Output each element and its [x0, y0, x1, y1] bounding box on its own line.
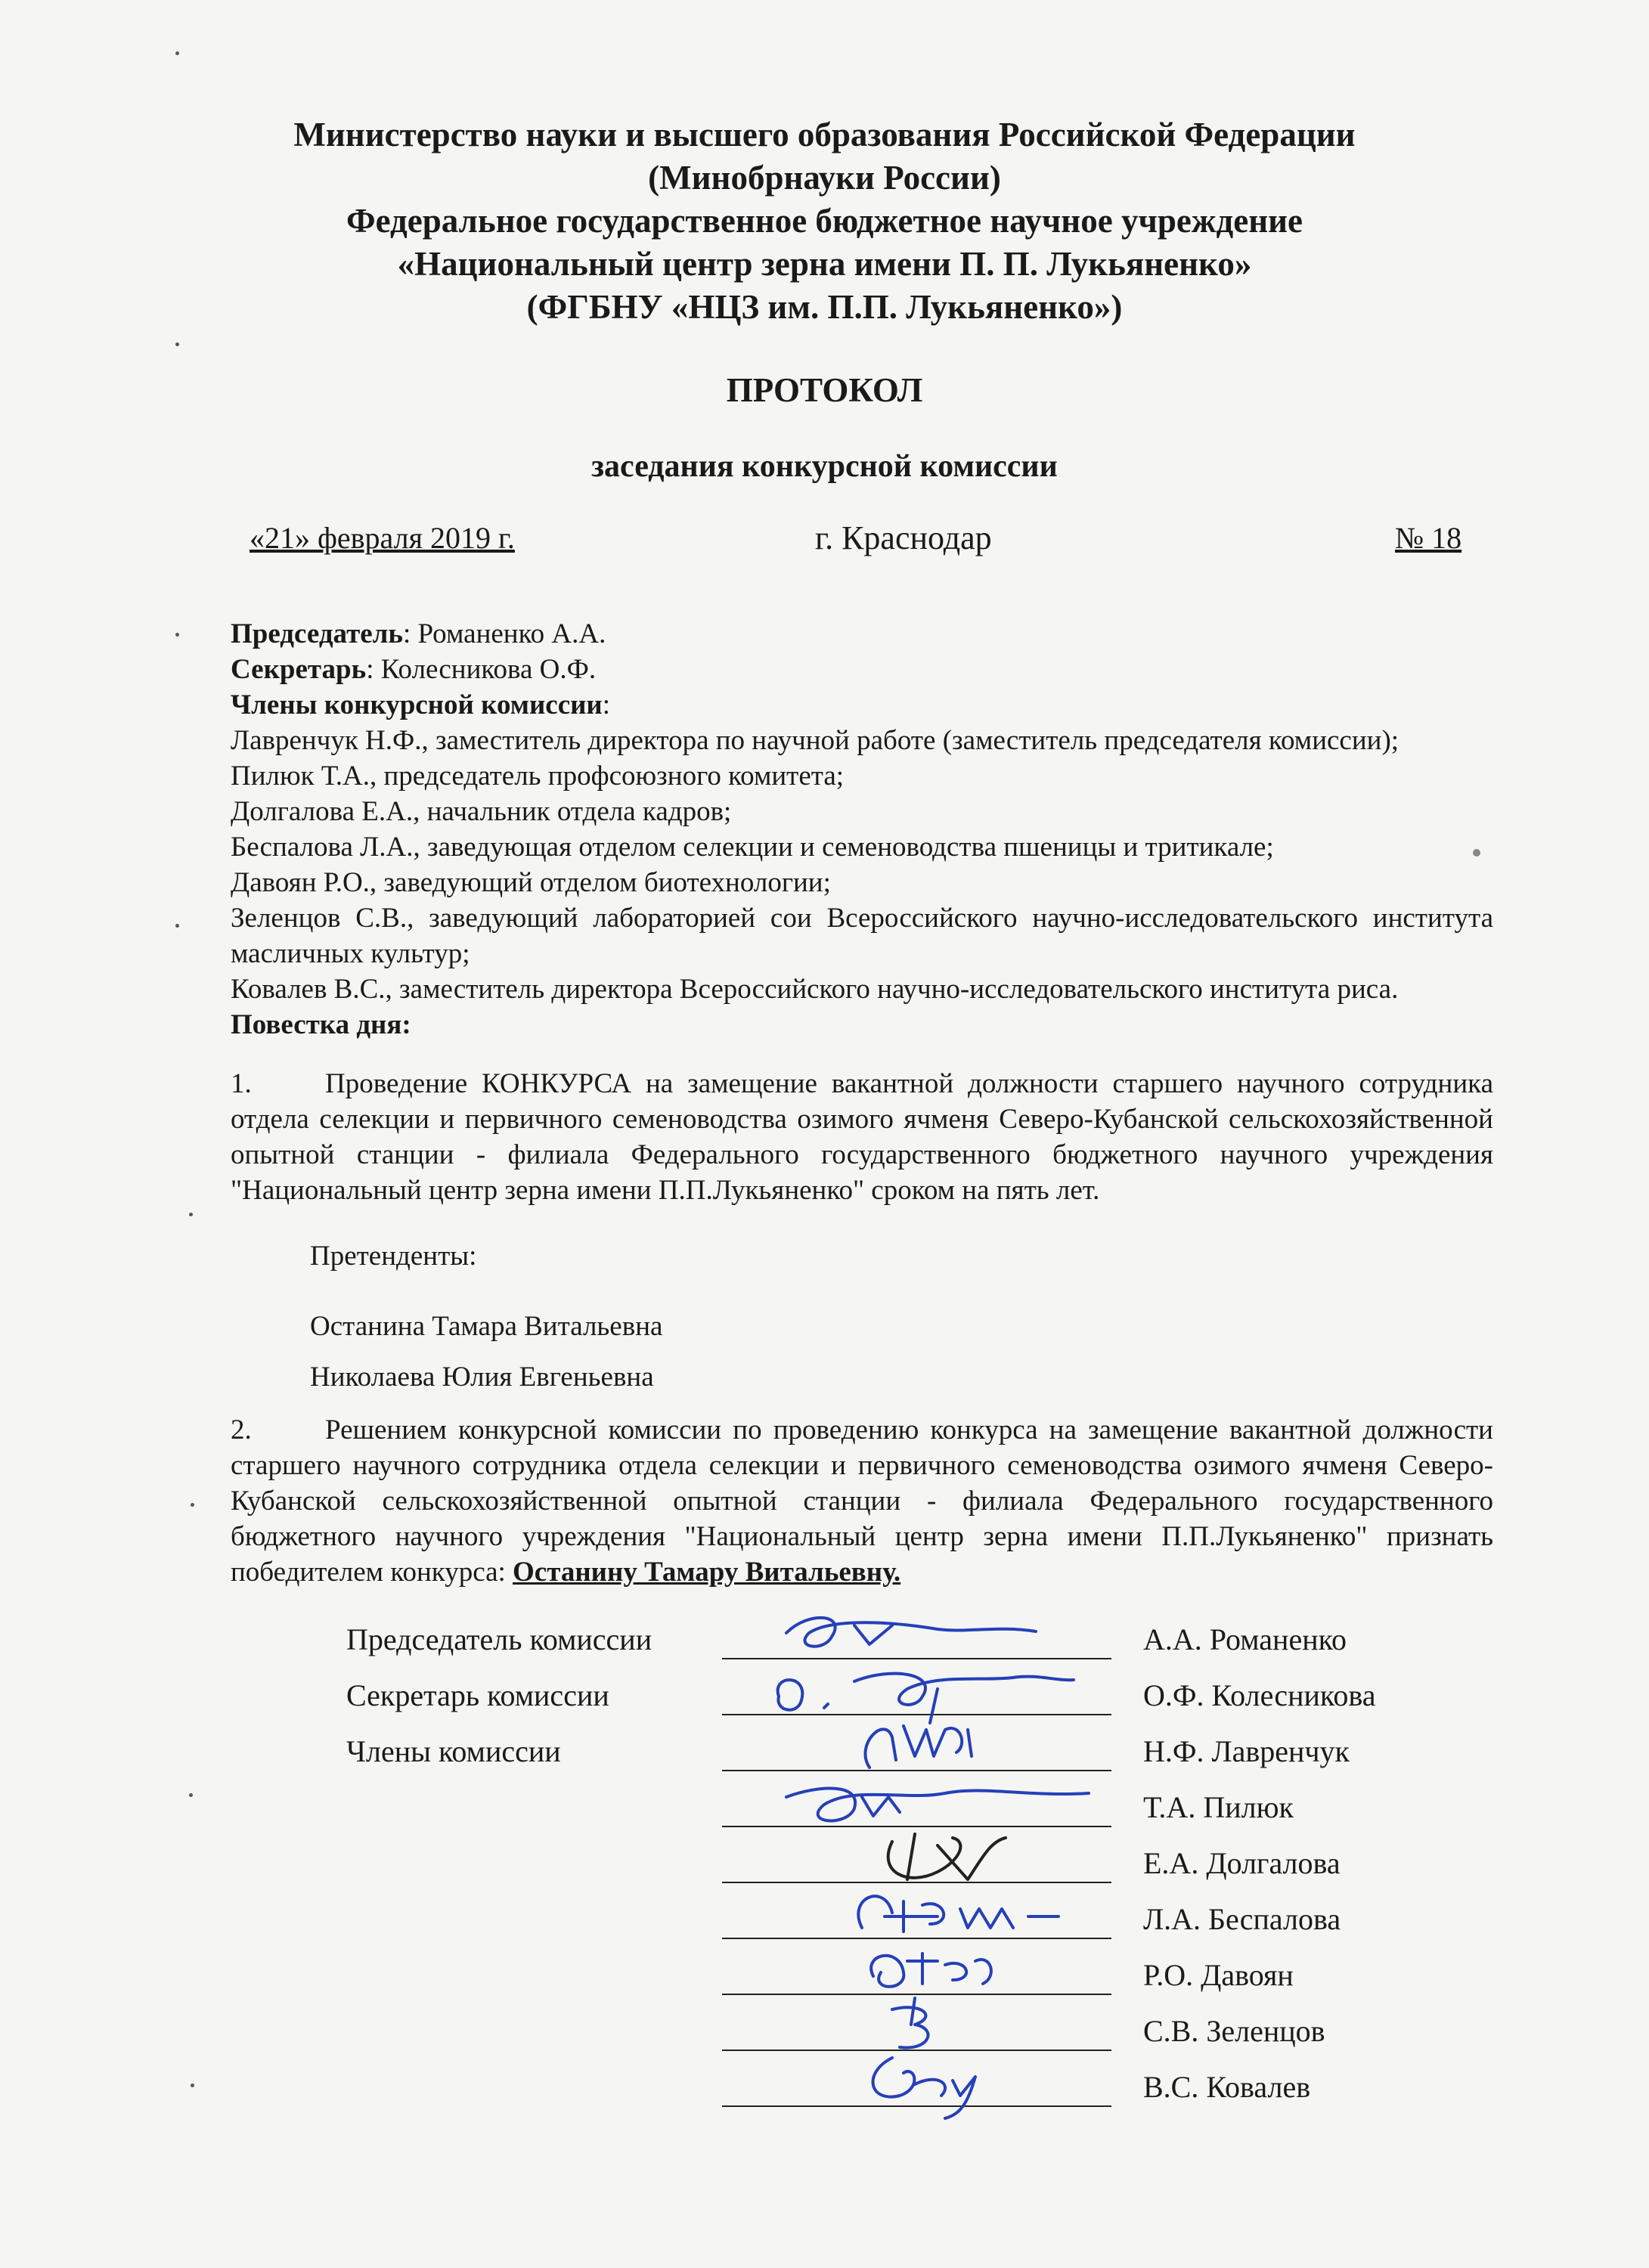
protocol-number: № 18 — [1395, 521, 1462, 555]
secretary-line — [231, 652, 1493, 687]
signatory-name: С.В. Зеленцов — [1143, 2014, 1325, 2048]
signature-role: Секретарь комиссии — [346, 1678, 609, 1712]
scan-speck — [175, 633, 179, 637]
agenda-item-1 — [231, 1066, 1493, 1208]
agenda-item-text: Проведение КОНКУРСА на замещение вакантной должности старшего научного сотрудника отдела селекции и первичного семеноводства озимого ячменя Северо-Кубанской сельскохозяйственной опытной станции - филиала Федерального государственного бюджетного научного учреждения "Национальный центр зерна имени П.П.Лукьяненко" сроком на пять лет. — [231, 1068, 1493, 1206]
secretary-label: Секретарь — [231, 654, 367, 685]
scan-speck — [175, 924, 179, 928]
scan-speck — [191, 1503, 194, 1507]
header-institution-name: «Национальный центр зерна имени П. П. Лукьяненко» — [397, 245, 1252, 283]
protocol-date: «21» февраля 2019 г. — [250, 521, 515, 555]
header-institution: Федеральное государственное бюджетное научное учреждение — [346, 202, 1303, 240]
candidate-name: Останина Тамара Витальевна — [310, 1311, 663, 1342]
secretary-value: : Колесникова О.Ф. — [366, 654, 597, 685]
signatory-name: Т.А. Пилюк — [1143, 1790, 1294, 1824]
agenda-label: Повестка дня: — [231, 1009, 411, 1040]
member-item: Лавренчук Н.Ф., заместитель директора по научной работе (заместитель председателя комиссии); — [231, 725, 1399, 756]
agenda-item-number: 2. — [231, 1414, 252, 1445]
members-colon: : — [602, 689, 611, 720]
signatory-name: В.С. Ковалев — [1143, 2070, 1311, 2104]
organization-header — [0, 113, 1649, 329]
agenda-item-number: 1. — [231, 1068, 252, 1099]
winner-name: Останину Тамару Витальевну. — [513, 1557, 901, 1588]
chairman-value: : Романенко А.А. — [403, 618, 606, 649]
document-title: ПРОТОКОЛ — [726, 371, 923, 409]
members-line — [231, 687, 1493, 723]
member-item: Пилюк Т.А., председатель профсоюзного комитета; — [231, 761, 845, 792]
agenda-item-2 — [231, 1412, 1493, 1590]
signatory-name: Е.А. Долгалова — [1143, 1846, 1341, 1880]
member-item: Давоян Р.О., заведующий отделом биотехнологии; — [231, 867, 831, 898]
header-ministry: Министерство науки и высшего образования Российской Федерации — [293, 116, 1356, 153]
commission-composition — [231, 616, 1493, 1043]
signatory-name: Р.О. Давоян — [1143, 1958, 1294, 1992]
signature-row — [0, 2069, 1649, 2115]
member-item: Долгалова Е.А., начальник отдела кадров; — [231, 796, 732, 827]
header-institution-short: (ФГБНУ «НЦЗ им. П.П. Лукьяненко») — [526, 288, 1123, 326]
signatory-name: Л.А. Беспалова — [1143, 1902, 1341, 1936]
candidates-label: Претенденты: — [310, 1241, 477, 1272]
signature-role: Члены комиссии — [346, 1734, 561, 1768]
scan-speck — [175, 342, 179, 346]
protocol-city: г. Краснодар — [815, 519, 992, 556]
handwritten-signature — [741, 2050, 1119, 2122]
member-item: Беспалова Л.А., заведующая отделом селекции и семеноводства пшеницы и тритикале; — [231, 832, 1274, 863]
member-item: Зеленцов С.В., заведующий лабораторией сои Всероссийского научно-исследовательского института масличных культур; — [231, 903, 1493, 969]
scan-speck — [189, 1213, 193, 1216]
document-subtitle: заседания конкурсной комиссии — [591, 449, 1058, 484]
chairman-label: Председатель — [231, 618, 403, 649]
header-ministry-short: (Минобрнауки России) — [648, 159, 1001, 197]
chairman-line — [231, 616, 1493, 652]
member-item: Ковалев В.С., заместитель директора Всероссийского научно-исследовательского института риса. — [231, 974, 1399, 1005]
signatory-name: Н.Ф. Лавренчук — [1143, 1734, 1350, 1768]
scan-speck — [175, 51, 179, 55]
signatory-name: О.Ф. Колесникова — [1143, 1678, 1376, 1712]
agenda-item-text: Решением конкурсной комиссии по проведению конкурса на замещение вакантной должности старшего научного сотрудника отдела селекции и первичного семеноводства озимого ячменя Северо-Кубанской сельскохозяйственной опытной станции - филиала Федерального государственного бюджетного научного учреждения "Национальный центр зерна имени П.П.Лукьяненко" признать победителем конкурса: — [231, 1414, 1493, 1588]
signature-role: Председатель комиссии — [346, 1622, 652, 1656]
members-label: Члены конкурсной комиссии — [231, 689, 603, 720]
candidate-name: Николаева Юлия Евгеньевна — [310, 1362, 654, 1393]
signatory-name: А.А. Романенко — [1143, 1622, 1347, 1656]
